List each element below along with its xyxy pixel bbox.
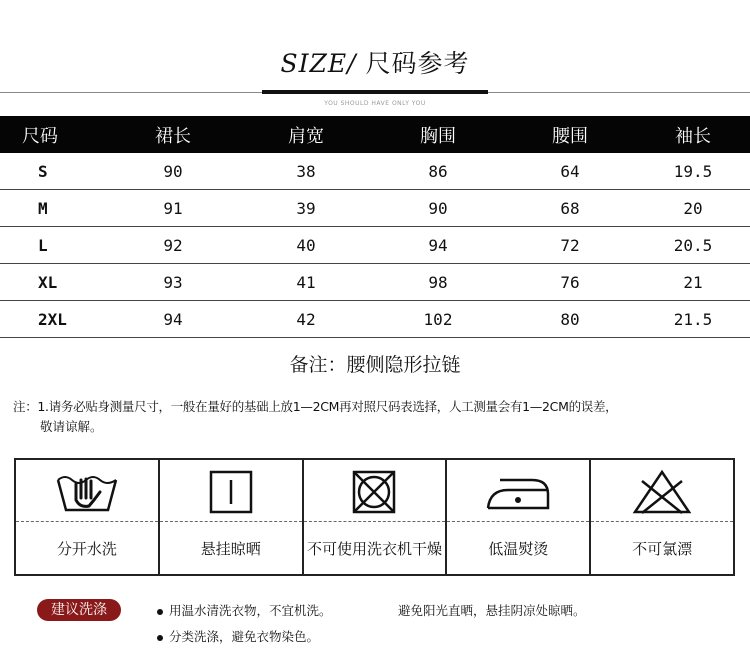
care-item-no-bleach <box>591 460 733 574</box>
cell-waist: 72 <box>504 227 636 264</box>
cell-size: XL <box>0 264 106 301</box>
care-divider <box>16 521 158 522</box>
care-item-no-tumble-dry <box>304 460 448 574</box>
page-title <box>0 44 750 80</box>
hand-wash-icon <box>16 464 158 520</box>
cell-shoulder: 41 <box>240 264 372 301</box>
care-item-hang-dry <box>160 460 304 574</box>
cell-skirt-length: 91 <box>106 190 240 227</box>
wash-tip <box>157 627 319 645</box>
care-item-low-iron <box>447 460 591 574</box>
page-subtitle: YOU SHOULD HAVE ONLY YOU <box>324 100 426 107</box>
cell-sleeve: 21 <box>636 264 750 301</box>
table-row <box>0 301 750 338</box>
cell-sleeve: 19.5 <box>636 153 750 190</box>
cell-shoulder: 39 <box>240 190 372 227</box>
header-skirt-length: 裙长 <box>106 116 240 153</box>
remark-zipper: 备注：腰侧隐形拉链 <box>289 354 461 376</box>
no-tumble-dry-icon <box>304 464 446 520</box>
hang-dry-icon <box>160 464 302 520</box>
wash-tip-text: 分类洗涤，避免衣物染色。 <box>169 629 320 644</box>
care-divider <box>160 521 302 522</box>
care-label: 悬挂晾晒 <box>200 540 261 558</box>
title-underline <box>262 90 488 94</box>
table-row <box>0 227 750 264</box>
wash-tip <box>157 601 332 619</box>
care-label: 分开水洗 <box>56 540 117 558</box>
cell-skirt-length: 93 <box>106 264 240 301</box>
bullet-icon <box>157 635 163 641</box>
wash-tip <box>398 601 586 619</box>
wash-tip-text: 用温水清洗衣物，不宜机洗。 <box>169 603 332 618</box>
bullet-icon <box>157 609 163 615</box>
cell-size: 2XL <box>0 301 106 338</box>
cell-skirt-length: 90 <box>106 153 240 190</box>
cell-sleeve: 20.5 <box>636 227 750 264</box>
care-label: 不可使用洗衣机干燥 <box>306 540 442 558</box>
cell-skirt-length: 94 <box>106 301 240 338</box>
cell-size: L <box>0 227 106 264</box>
care-divider <box>304 521 446 522</box>
table-header-row <box>0 116 750 153</box>
cell-waist: 68 <box>504 190 636 227</box>
care-divider <box>447 521 589 522</box>
header-waist: 腰围 <box>504 116 636 153</box>
care-instructions <box>14 458 735 576</box>
cell-bust: 102 <box>372 301 504 338</box>
cell-sleeve: 20 <box>636 190 750 227</box>
wash-advice-badge: 建议洗涤 <box>37 599 121 621</box>
cell-waist: 64 <box>504 153 636 190</box>
header-bust: 胸围 <box>372 116 504 153</box>
cell-sleeve: 21.5 <box>636 301 750 338</box>
cell-shoulder: 40 <box>240 227 372 264</box>
care-divider <box>591 521 733 522</box>
no-bleach-icon <box>591 464 733 520</box>
care-label: 不可氯漂 <box>632 540 693 558</box>
cell-shoulder: 42 <box>240 301 372 338</box>
wash-tip-text: 避免阳光直晒，悬挂阴凉处晾晒。 <box>398 603 586 618</box>
cell-bust: 90 <box>372 190 504 227</box>
measure-note: 注：1.请务必贴身测量尺寸，一般在量好的基础上放1—2CM再对照尺码表选择，人工测量会有1—2CM的误差， <box>13 399 618 414</box>
cell-waist: 76 <box>504 264 636 301</box>
cell-bust: 98 <box>372 264 504 301</box>
care-label: 低温熨烫 <box>488 540 549 558</box>
cell-bust: 86 <box>372 153 504 190</box>
header-sleeve: 袖长 <box>636 116 750 153</box>
low-iron-icon <box>447 464 589 520</box>
title-en: SIZE/ <box>280 49 357 78</box>
measure-note-cont: 敬请谅解。 <box>40 419 103 434</box>
title-cn: 尺码参考 <box>356 49 470 78</box>
cell-skirt-length: 92 <box>106 227 240 264</box>
table-row <box>0 153 750 190</box>
cell-size: M <box>0 190 106 227</box>
size-table <box>0 116 750 338</box>
care-item-hand-wash <box>16 460 160 574</box>
table-row <box>0 190 750 227</box>
header-size: 尺码 <box>0 116 106 153</box>
cell-waist: 80 <box>504 301 636 338</box>
cell-bust: 94 <box>372 227 504 264</box>
header-shoulder: 肩宽 <box>240 116 372 153</box>
cell-shoulder: 38 <box>240 153 372 190</box>
cell-size: S <box>0 153 106 190</box>
table-row <box>0 264 750 301</box>
